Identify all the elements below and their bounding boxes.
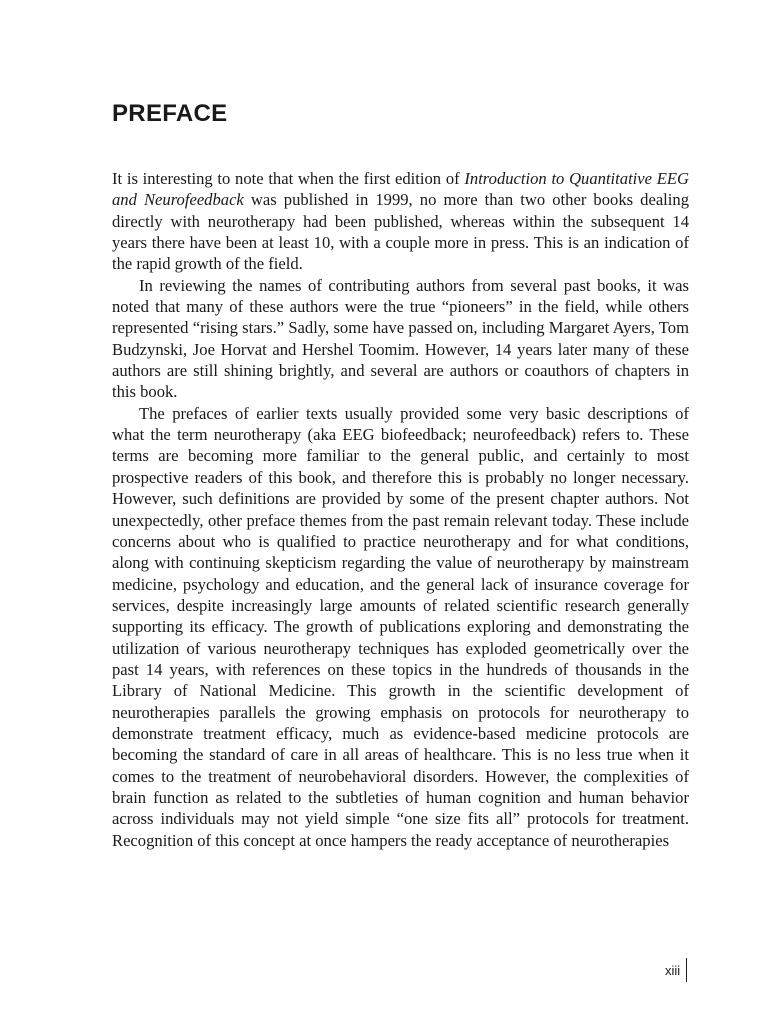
paragraph-1-lead: It is interesting to note that when the first edition of [112,169,465,188]
paragraph-1-rest: was published in 1999, no more than two other books dealing directly with neurotherapy had been published, whereas within the subsequent 14 years there have been at least 10, with a couple more in press. This is an indication of the rapid growth of the field. [112,190,689,274]
page-folio [665,958,687,982]
folio-rule [686,958,687,982]
paragraph-3: The prefaces of earlier texts usually provided some very basic descriptions of what the term neurotherapy (aka EEG biofeedback; neurofeedback) refers to. These terms are becoming more familiar to the general public, and certainly to most prospective readers of this book, and therefore this is probably no longer necessary. However, such definitions are provided by some of the present chapter authors. Not unexpectedly, other preface themes from the past remain relevant today. These include concerns about who is qualified to practice neurotherapy and for what conditions, along with continuing skepticism regarding the value of neurotherapy by mainstream medicine, psychology and education, and the general lack of insurance coverage for services, despite increasingly large amounts of related scientific research generally supporting its efficacy. The growth of publications exploring and demonstrating the utilization of various neurotherapy techniques has exploded geometrically over the past 14 years, with references on these topics in the hundreds of thousands in the Library of National Medicine. This growth in the scientific development of neurotherapies parallels the growing emphasis on protocols for neurotherapy to demonstrate treatment efficacy, much as evidence-based medicine protocols are becoming the standard of care in all areas of healthcare. This is no less true when it comes to the treatment of neurobehavioral disorders. However, the complexities of brain function as related to the subtleties of human cognition and human behavior across individuals may not yield simple “one size fits all” protocols for treatment. Recognition of this concept at once hampers the ready acceptance of neurotherapies [112,403,689,850]
preface-heading: PREFACE [112,100,228,127]
book-title: Introduction to Quantitative EEG and Neurofeedback [112,169,689,210]
page-number: xiii [665,962,681,978]
paragraph-2: In reviewing the names of contributing authors from several past books, it was noted that many of these authors were the true “pioneers” in the field, while others represented “rising stars.” Sadly, some have passed on, including Margaret Ayers, Tom Budzynski, Joe Horvat and Hershel Toomim. However, 14 years later many of these authors are still shining brightly, and several are authors or coauthors of chapters in this book. [112,275,689,402]
preface-body [112,168,689,851]
paragraph-1 [112,168,689,275]
